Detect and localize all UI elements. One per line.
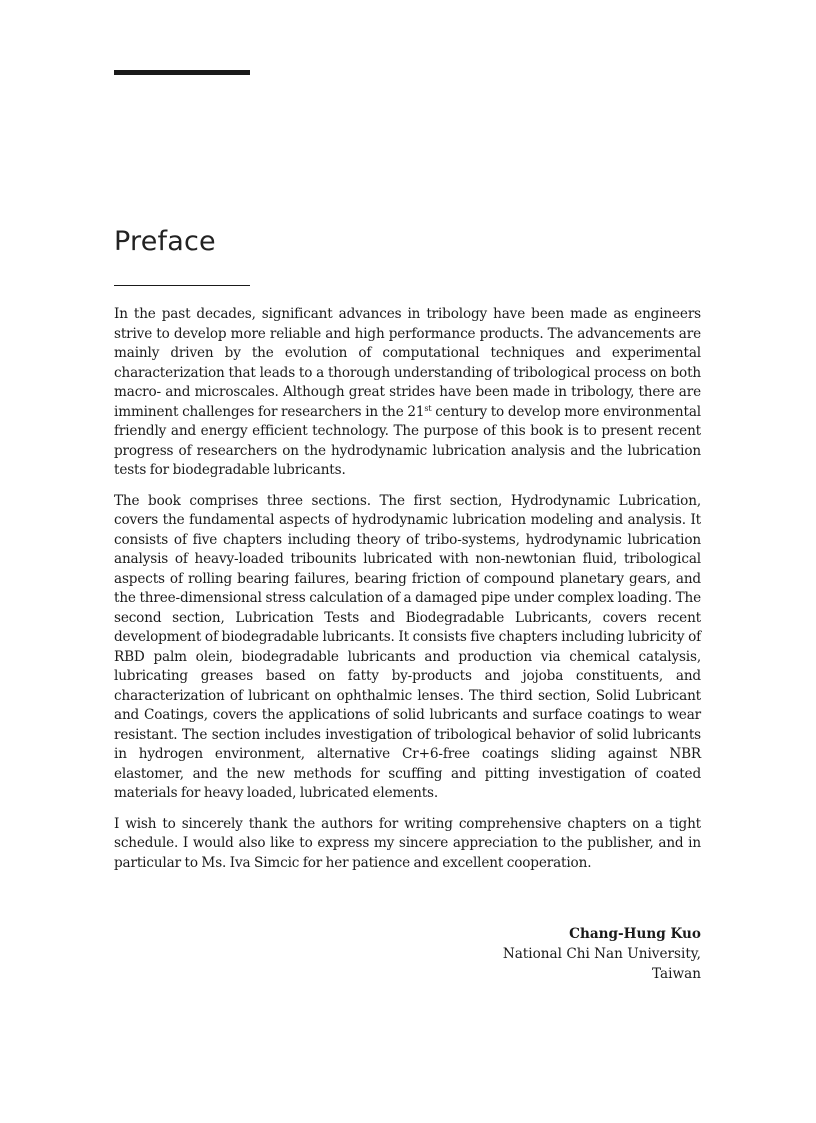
paragraph-1	[114, 305, 701, 481]
top-decorative-rule	[114, 70, 250, 75]
author-affiliation: National Chi Nan University,	[502, 946, 701, 962]
page-title: Preface	[114, 226, 216, 257]
signature-block	[503, 924, 701, 984]
paragraph-2: The book comprises three sections. The first section, Hydrodynamic Lubrication, covers the fundamental aspects of hydrodynamic lubrication modeling and analysis. It consists of five chapters including theory of tribo-systems, hydrodynamic lubrication analysis of heavy-loaded tribounits lubricated with non-newtonian fluid, tribological aspects of rolling bearing failures, bearing friction of compound planetary gears, and the three-dimensional stress calculation of a damaged pipe under complex loading. The second section, Lubrication Tests and Biodegradable Lubricants, covers recent development of biodegradable lubricants. It consists five chapters including lubricity of RBD palm olein, biodegradable lubricants and production via chemical catalysis, lubricating greases based on fatty by-products and jojoba constituents, and characterization of lubricant on ophthalmic lenses. The third section, Solid Lubricant and Coatings, covers the applications of solid lubricants and surface coatings to wear resistant. The section includes investigation of tribological behavior of solid lubricants in hydrogen environment, alternative Cr+6-free coatings sliding against NBR elastomer, and the new methods for scuffing and pitting investigation of coated materials for heavy loaded, lubricated elements.	[114, 492, 701, 801]
paragraph-1-text-end: century to develop more environmental friendly and energy efficient technology. The purpose of this book is to present recent progress of researchers on the hydrodynamic lubrication analysis and the lubrication tests for biodegradable lubricants.	[114, 403, 701, 478]
paragraph-3: I wish to sincerely thank the authors for writing comprehensive chapters on a tight schedule. I would also like to express my sincere appreciation to the publisher, and in particular to Ms. Iva Simcic for her patience and excellent cooperation.	[114, 815, 701, 871]
author-name: Chang-Hung Kuo	[569, 926, 701, 942]
title-underline-rule	[114, 285, 250, 286]
author-country: Taiwan	[652, 966, 701, 982]
ordinal-superscript: st	[424, 403, 432, 413]
preface-body	[114, 305, 701, 884]
paragraph-1-text-start: In the past decades, significant advances in tribology have been made as engineers strive to develop more reliable and high performance products. The advancements are mainly driven by the evolution of computational techniques and experimental characterization that leads to a thorough understanding of tribological process on both macro- and microscales. Although great strides have been made in tribology, there are imminent challenges for researchers in the 21	[114, 306, 701, 420]
